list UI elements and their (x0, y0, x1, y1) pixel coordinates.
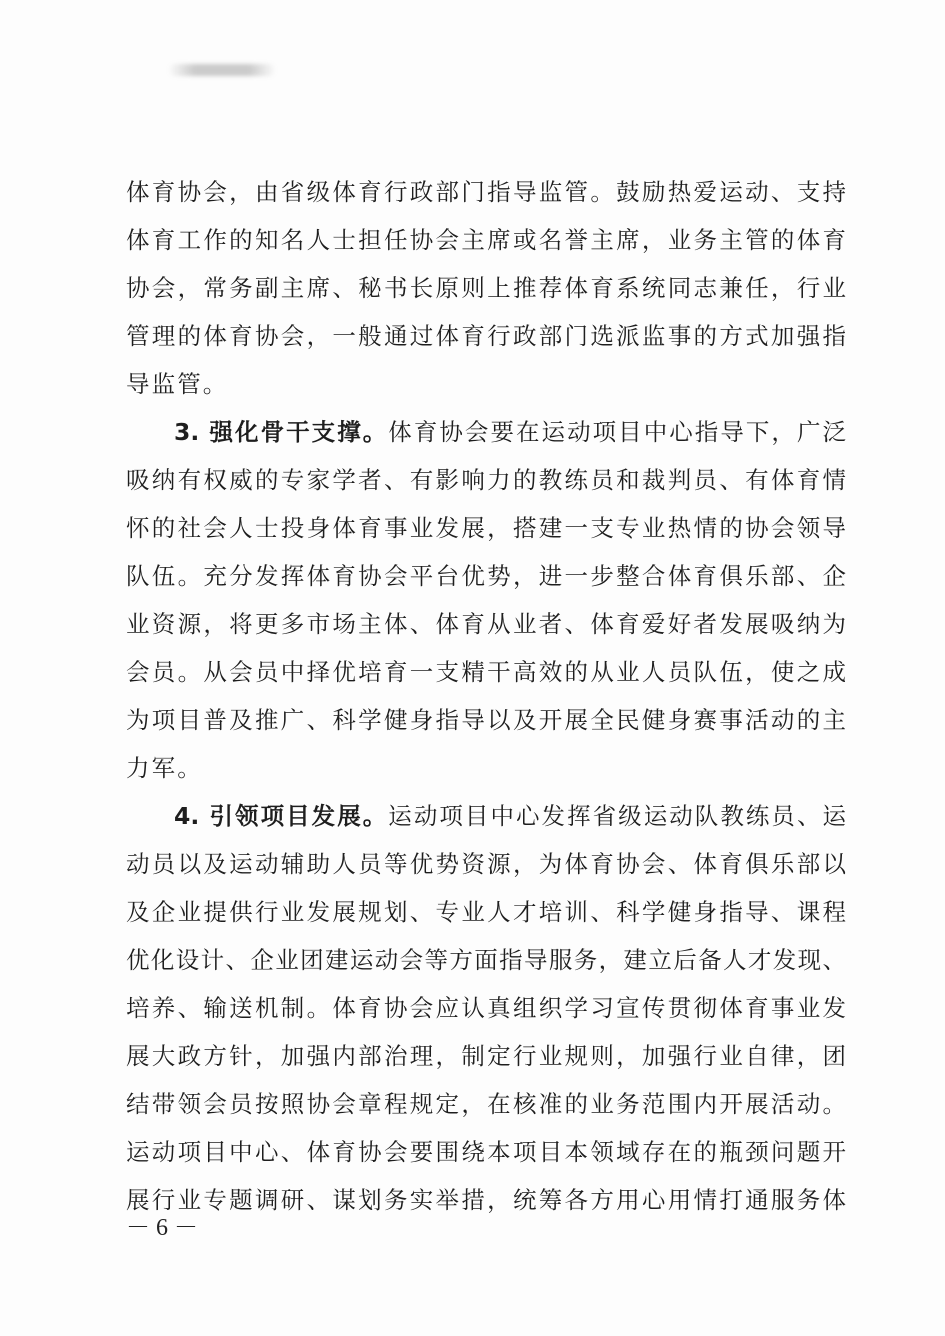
text-line: 管理的体育协会，一般通过体育行政部门选派监事的方式加强指 (126, 322, 846, 350)
text-line: 培养、输送机制。体育协会应认真组织学习宣传贯彻体育事业发 (126, 994, 846, 1022)
section-heading-3: 3. 强化骨干支撑。 (174, 418, 389, 446)
text-line: 怀的社会人士投身体育事业发展，搭建一支专业热情的协会领导 (126, 514, 846, 542)
text-line: 体育工作的知名人士担任协会主席或名誉主席，业务主管的体育 (126, 226, 846, 254)
text-run: 体育协会要在运动项目中心指导下，广泛 (388, 418, 846, 446)
text-line: 吸纳有权威的专家学者、有影响力的教练员和裁判员、有体育情 (126, 466, 846, 494)
text-line: 力军。 (126, 754, 203, 782)
text-line: 队伍。充分发挥体育协会平台优势，进一步整合体育俱乐部、企 (126, 562, 846, 590)
body-text (126, 168, 846, 1224)
text-line: 结带领会员按照协会章程规定，在核准的业务范围内开展活动。 (126, 1090, 846, 1118)
text-line: 导监管。 (126, 370, 229, 398)
page-number: － 6 － (126, 1215, 198, 1241)
text-line: 业资源，将更多市场主体、体育从业者、体育爱好者发展吸纳为 (126, 610, 846, 638)
text-run: 运动项目中心发挥省级运动队教练员、运 (388, 802, 846, 830)
text-line: 体育协会，由省级体育行政部门指导监管。鼓励热爱运动、支持 (126, 178, 846, 206)
text-line: 为项目普及推广、科学健身指导以及开展全民健身赛事活动的主 (126, 706, 846, 734)
text-line: 协会，常务副主席、秘书长原则上推荐体育系统同志兼任，行业 (126, 274, 846, 302)
text-line: 优化设计、企业团建运动会等方面指导服务，建立后备人才发现、 (126, 946, 846, 974)
text-line: 运动项目中心、体育协会要围绕本项目本领域存在的瓶颈问题开 (126, 1138, 846, 1166)
text-line: 动员以及运动辅助人员等优势资源，为体育协会、体育俱乐部以 (126, 850, 846, 878)
section-heading-4: 4. 引领项目发展。 (174, 802, 389, 830)
text-line: 会员。从会员中择优培育一支精干高效的从业人员队伍，使之成 (126, 658, 846, 686)
paragraph-first-line (126, 792, 846, 840)
text-line: 及企业提供行业发展规划、专业人才培训、科学健身指导、课程 (126, 898, 846, 926)
paragraph-first-line (126, 408, 846, 456)
text-line: 展行业专题调研、谋划务实举措，统筹各方用心用情打通服务体 (126, 1186, 846, 1214)
scan-smudge (168, 64, 276, 76)
text-line: 展大政方针，加强内部治理，制定行业规则，加强行业自律，团 (126, 1042, 846, 1070)
